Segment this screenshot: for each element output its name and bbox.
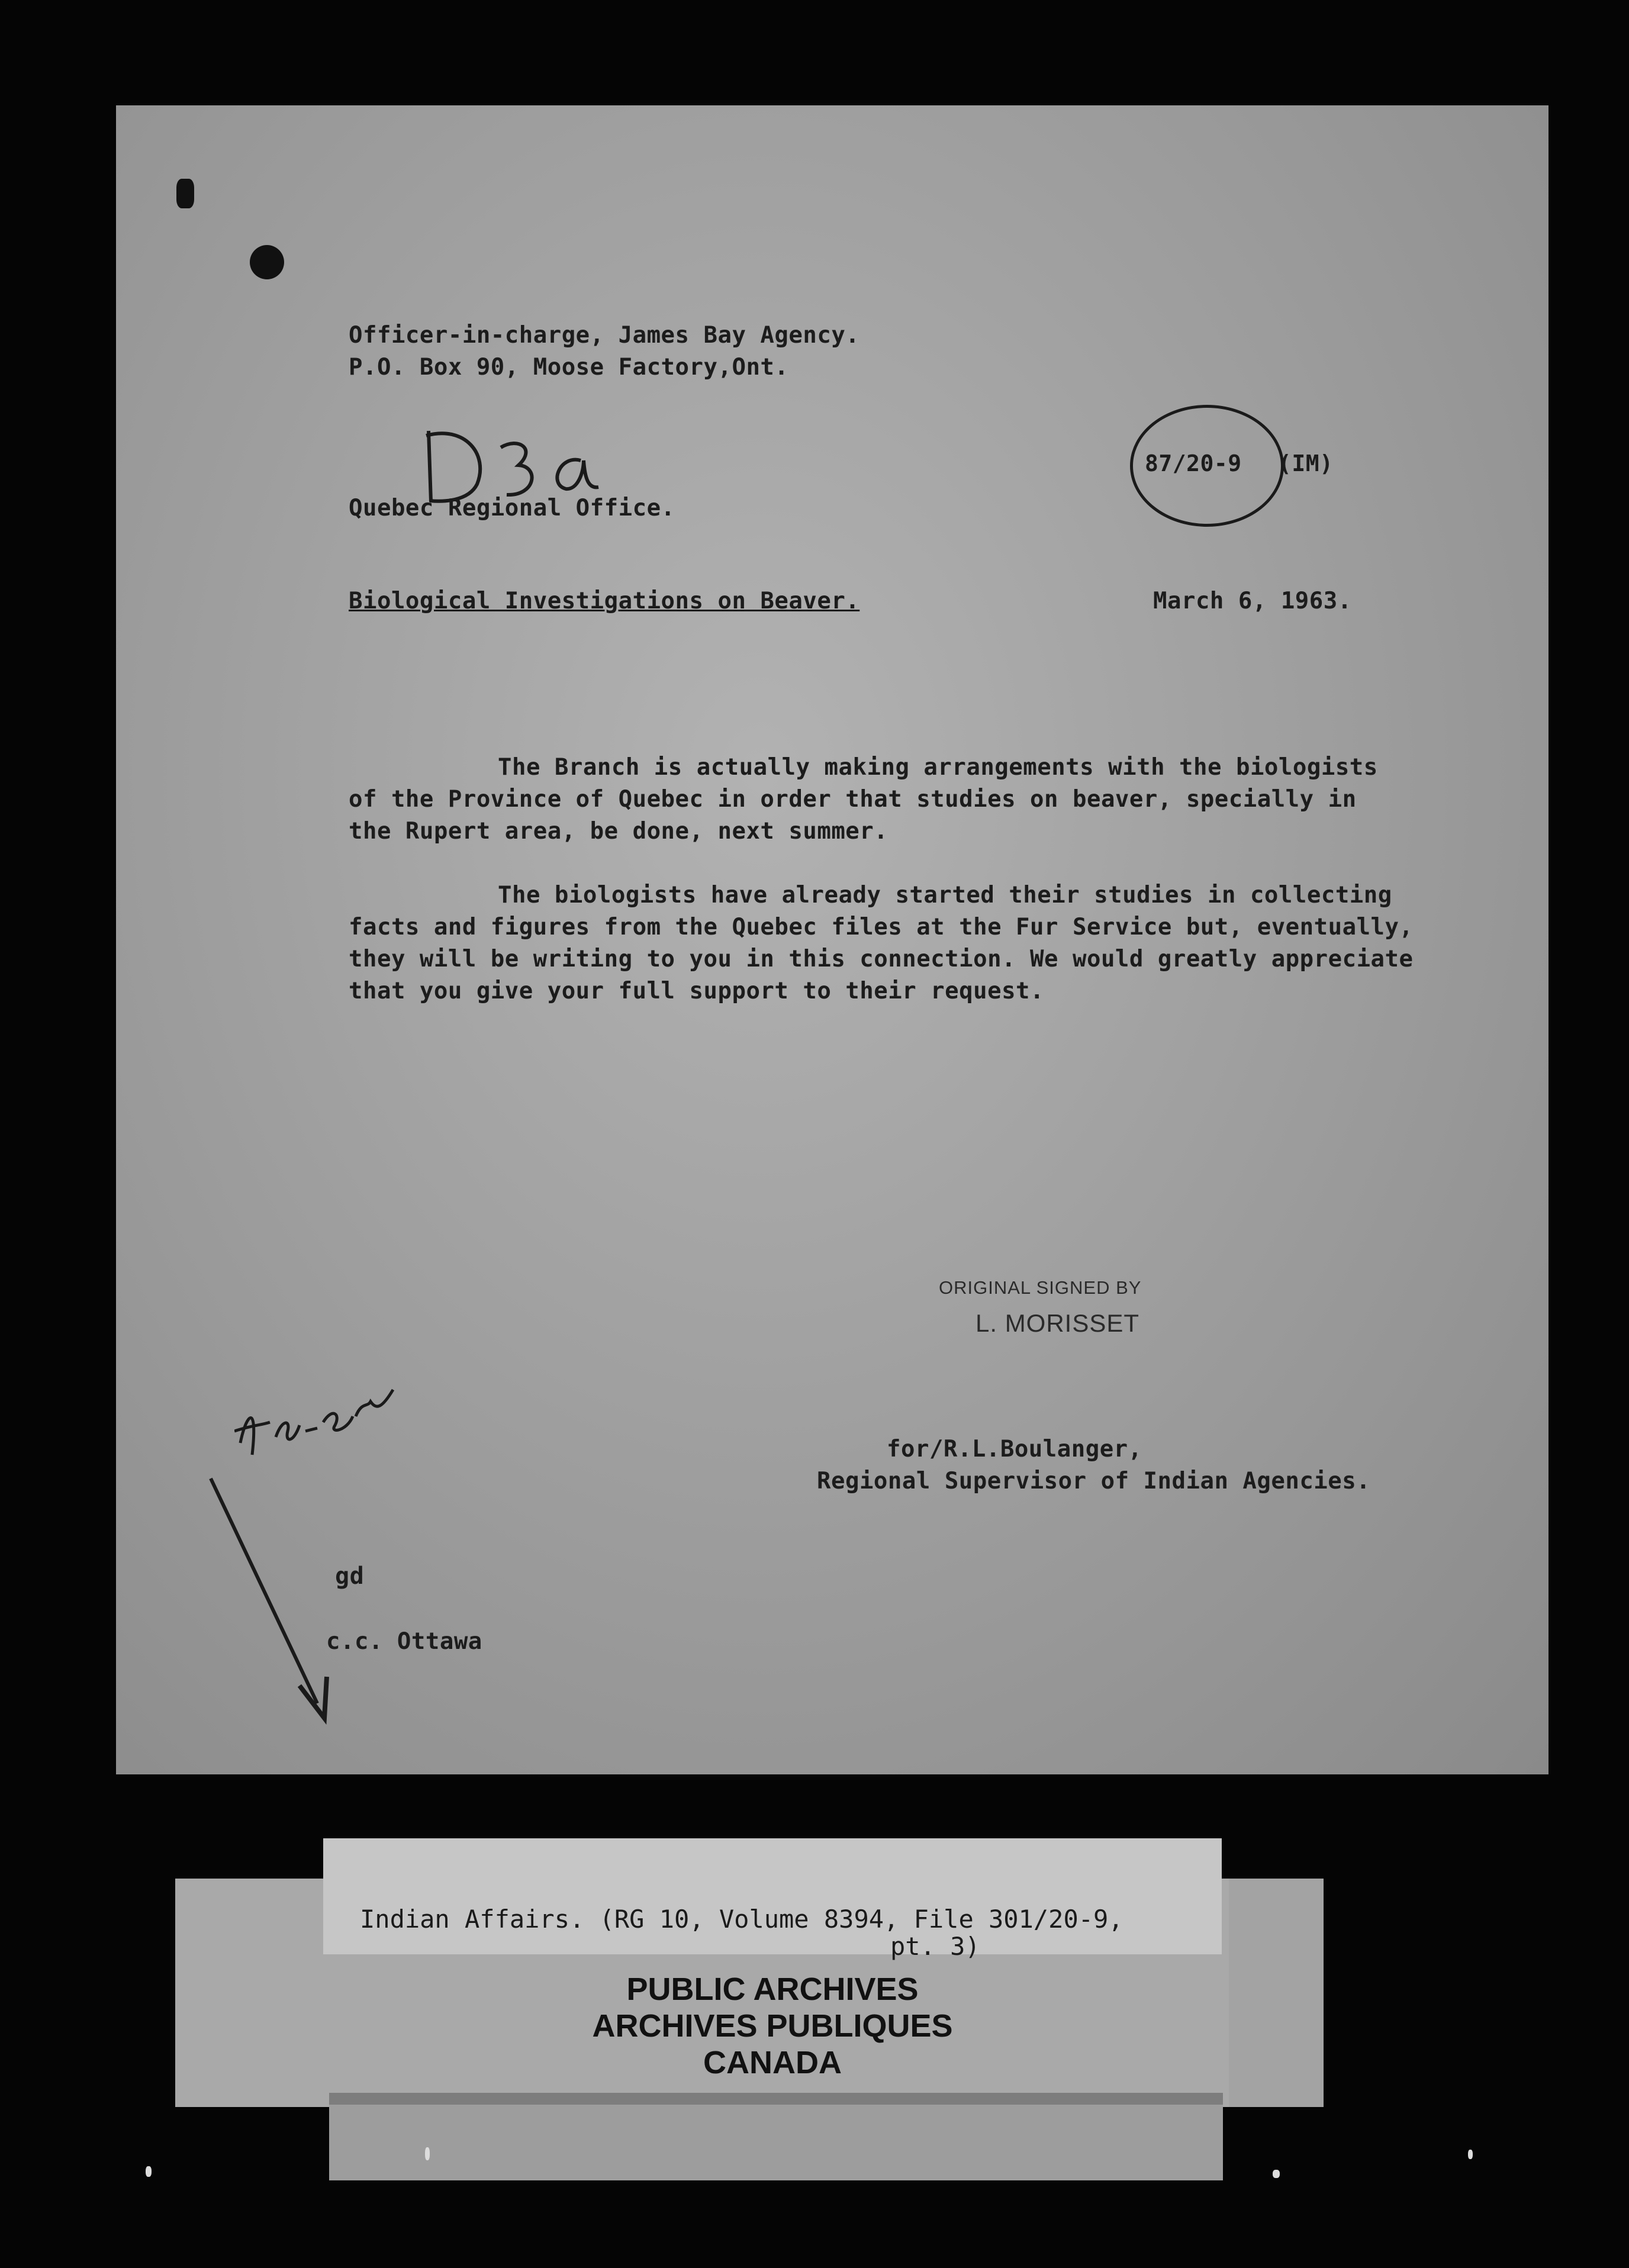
body-paragraph-2-line-4: that you give your full support to their request. bbox=[349, 978, 1045, 1004]
addressee-line-1: Officer-in-charge, James Bay Agency. bbox=[349, 322, 860, 349]
paper-tear-mark bbox=[176, 179, 194, 208]
handwritten-arrow bbox=[199, 1467, 353, 1727]
body-paragraph-1-line-3: the Rupert area, be done, next summer. bbox=[349, 818, 888, 845]
punch-hole bbox=[250, 245, 284, 279]
body-paragraph-2-line-3: they will be writing to you in this connection. We would greatly appreciate bbox=[349, 946, 1414, 972]
file-reference-suffix: (IM) bbox=[1278, 450, 1334, 476]
archive-reference-line-1: Indian Affairs. (RG 10, Volume 8394, File 301/20-9, bbox=[360, 1905, 1123, 1934]
sender-office: Quebec Regional Office. bbox=[349, 495, 675, 521]
original-signed-stamp-line-2: L. MORISSET bbox=[976, 1309, 1140, 1337]
film-dust-speck bbox=[1273, 2170, 1280, 2178]
subject-line: Biological Investigations on Beaver. bbox=[349, 588, 860, 614]
archives-stamp-line-2: ARCHIVES PUBLIQUES bbox=[592, 2008, 953, 2044]
original-signed-stamp-line-1: ORIGINAL SIGNED BY bbox=[939, 1277, 1142, 1298]
archive-label-lower-panel bbox=[329, 2105, 1223, 2180]
archive-reference-line-2: pt. 3) bbox=[890, 1932, 980, 1961]
signatory-line-1: for/R.L.Boulanger, bbox=[887, 1436, 1142, 1462]
film-dust-speck bbox=[1468, 2150, 1473, 2159]
file-reference: 87/20-9 bbox=[1145, 450, 1242, 476]
archive-label-backing-right bbox=[1229, 1879, 1324, 2107]
archives-stamp-line-1: PUBLIC ARCHIVES bbox=[626, 1971, 919, 2007]
body-paragraph-2-line-2: facts and figures from the Quebec files at the Fur Service but, eventually, bbox=[349, 914, 1414, 940]
addressee-line-2: P.O. Box 90, Moose Factory,Ont. bbox=[349, 354, 789, 381]
body-paragraph-1-line-2: of the Province of Quebec in order that studies on beaver, specially in bbox=[349, 786, 1357, 813]
signatory-line-2: Regional Supervisor of Indian Agencies. bbox=[817, 1468, 1371, 1494]
body-paragraph-1-line-1: The Branch is actually making arrangements with the biologists bbox=[498, 754, 1378, 781]
handwritten-annotation bbox=[234, 1366, 412, 1467]
carbon-copy-line: c.c. Ottawa bbox=[326, 1628, 482, 1655]
body-paragraph-2-line-1: The biologists have already started their studies in collecting bbox=[498, 882, 1392, 909]
typist-initials: gd bbox=[335, 1563, 365, 1590]
archive-reference-card bbox=[323, 1838, 1222, 1954]
film-dust-speck bbox=[425, 2147, 430, 2160]
letter-page bbox=[116, 105, 1548, 1774]
film-dust-speck bbox=[146, 2166, 152, 2177]
archives-stamp-line-3: CANADA bbox=[703, 2045, 842, 2080]
letter-date: March 6, 1963. bbox=[1153, 588, 1352, 614]
